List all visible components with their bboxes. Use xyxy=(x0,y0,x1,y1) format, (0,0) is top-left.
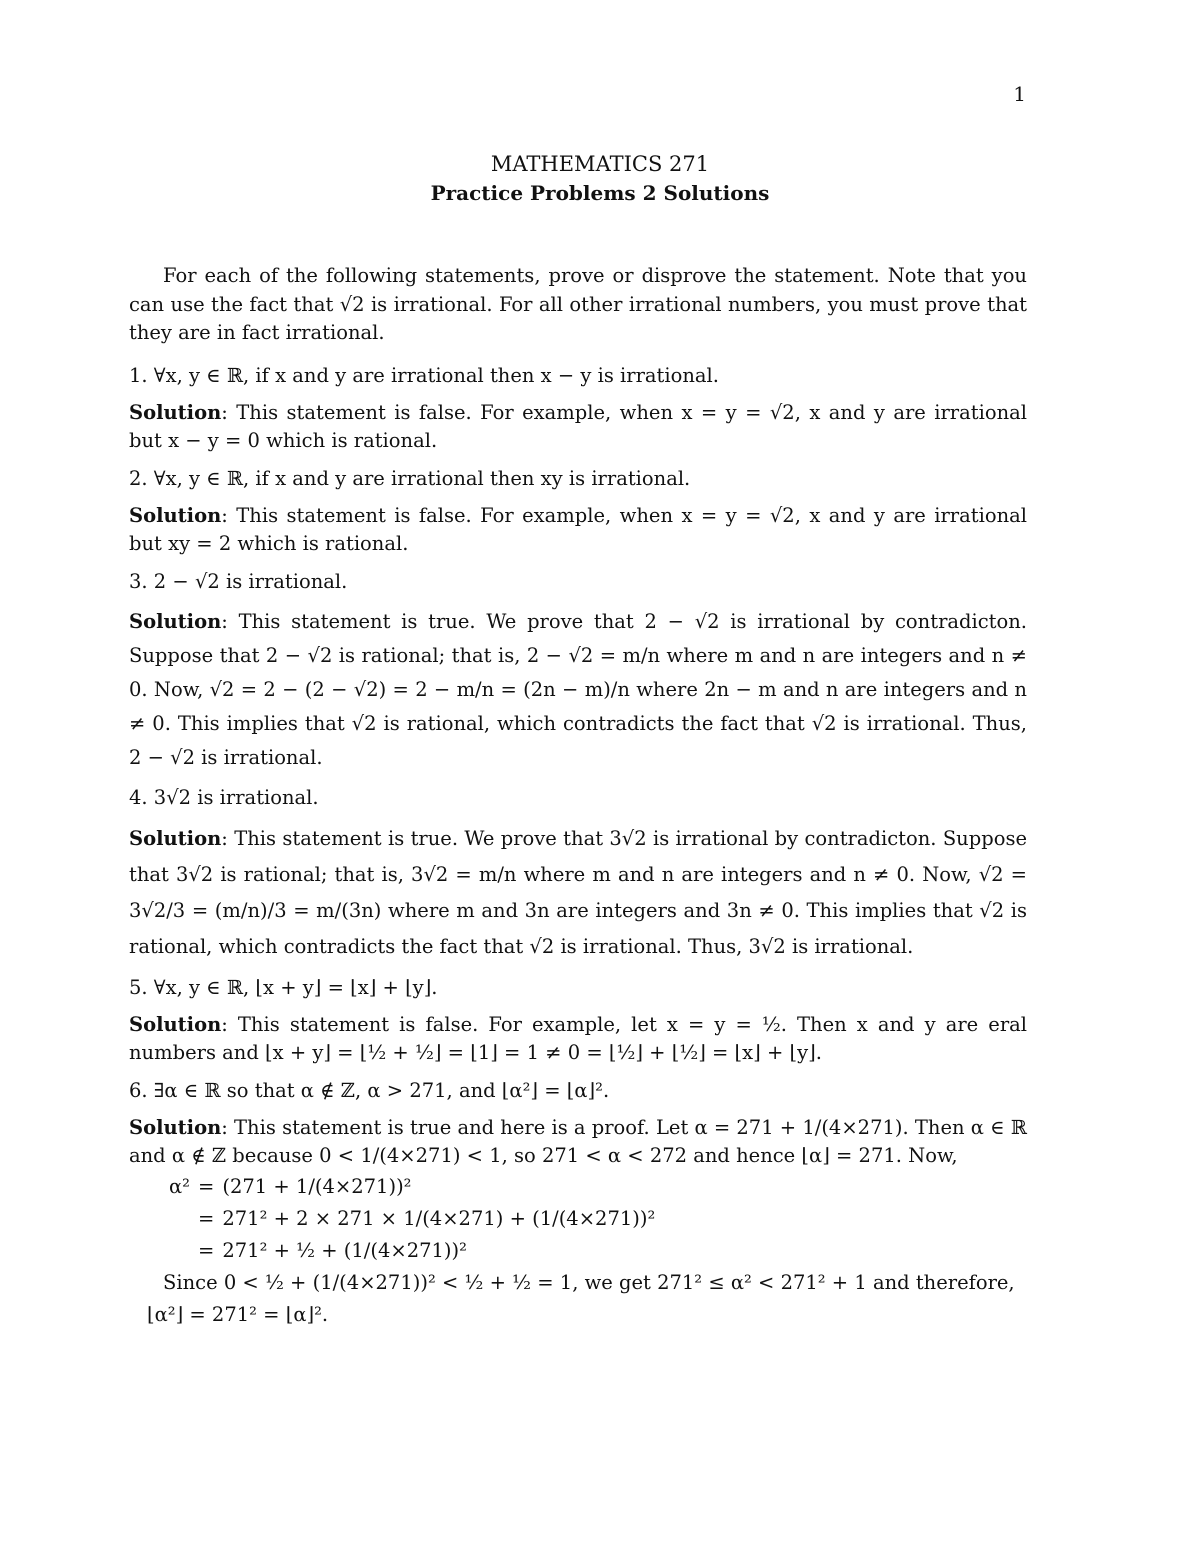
derivation-line-3: 271² + ½ + (1/(4×271))² xyxy=(222,1238,467,1262)
solution-label: Solution xyxy=(129,609,222,633)
problem-5-solution xyxy=(129,1011,1027,1068)
problem-6-statement: 6. ∃α ∈ ℝ so that α ∉ ℤ, α > 271, and ⌊α²⌋ = ⌊α⌋². xyxy=(129,1078,610,1102)
document-subtitle: Practice Problems 2 Solutions xyxy=(430,181,770,205)
problem-2-solution xyxy=(129,502,1027,559)
problem-1-statement: 1. ∀x, y ∈ ℝ, if x and y are irrational then x − y is irrational. xyxy=(129,363,719,387)
page-number: 1 xyxy=(1013,82,1026,106)
derivation-line-1: (271 + 1/(4×271))² xyxy=(222,1174,412,1198)
solution-label: Solution xyxy=(129,400,222,424)
problem-3-solution-text: : This statement is true. We prove that 2 − √2 is irrational by contradicton. Suppose that 2 − √2 is rational; that is, 2 − √2 = m/n where m and n are integers and n ≠ 0. Now, √2 = 2 − (2 − √2) = 2 − m/n = (2n − m)/n where 2n − m and n are integers and n ≠ 0. This implies that √2 is rational, which contradicts the fact that √2 is irrational. Thus, 2 − √2 is irrational. xyxy=(129,609,1027,769)
problem-6-solution xyxy=(129,1114,1027,1171)
problem-4-solution-text: : This statement is true. We prove that 3√2 is irrational by contradicton. Suppose that 3√2 is rational; that is, 3√2 = m/n where m and n are integers and n ≠ 0. Now, √2 = 3√2/3 = (m/n)/3 = m/(3n) where m and 3n are integers and 3n ≠ 0. This implies that √2 is rational, which contradicts the fact that √2 is irrational. Thus, 3√2 is irrational. xyxy=(129,826,1027,958)
derivation-row xyxy=(169,1171,663,1203)
problem-1-solution-text: : This statement is false. For example, when x = y = √2, x and y are irrational but x − y = 0 which is rational. xyxy=(129,400,1027,452)
problem-3-solution xyxy=(129,605,1027,775)
conclusion-line-1: Since 0 < ½ + (1/(4×271))² < ½ + ½ = 1, we get 271² ≤ α² < 271² + 1 and therefore, xyxy=(163,1270,1015,1294)
derivation-relation: = xyxy=(198,1238,215,1262)
derivation-row xyxy=(169,1235,663,1267)
solution-label: Solution xyxy=(129,1115,222,1139)
problem-2-solution-text: : This statement is false. For example, when x = y = √2, x and y are irrational but xy = 2 which is rational. xyxy=(129,503,1027,555)
problem-4-statement: 4. 3√2 is irrational. xyxy=(129,785,319,809)
solution-label: Solution xyxy=(129,1012,222,1036)
problem-1-solution xyxy=(129,399,1027,456)
problem-5-statement: 5. ∀x, y ∈ ℝ, ⌊x + y⌋ = ⌊x⌋ + ⌊y⌋. xyxy=(129,975,438,999)
solution-label: Solution xyxy=(129,503,222,527)
derivation-relation: = xyxy=(198,1174,215,1198)
problem-3-statement: 3. 2 − √2 is irrational. xyxy=(129,569,348,593)
derivation-row xyxy=(169,1203,663,1235)
problem-2-statement: 2. ∀x, y ∈ ℝ, if x and y are irrational then xy is irrational. xyxy=(129,466,691,490)
document-title: MATHEMATICS 271 xyxy=(490,152,710,176)
problem-4-solution xyxy=(129,821,1027,965)
problem-5-solution-text: : This statement is false. For example, let x = y = ½. Then x and y are eral numbers and ⌊x + y⌋ = ⌊½ + ½⌋ = ⌊1⌋ = 1 ≠ 0 = ⌊½⌋ + ⌊½⌋ = ⌊x⌋ + ⌊y⌋. xyxy=(129,1012,1027,1064)
solution-label: Solution xyxy=(129,826,222,850)
derivation-relation: = xyxy=(198,1206,215,1230)
conclusion-line-2: ⌊α²⌋ = 271² = ⌊α⌋². xyxy=(147,1302,329,1326)
document-body xyxy=(129,262,1027,1331)
derivation-line-2: 271² + 2 × 271 × 1/(4×271) + (1/(4×271))² xyxy=(222,1206,656,1230)
intro-paragraph: For each of the following statements, prove or disprove the statement. Note that you can use the fact that √2 is irrational. For all other irrational numbers, you must prove that they are in fact irrational. xyxy=(129,264,1027,344)
derivation-lhs: α² xyxy=(169,1174,190,1198)
problem-6-solution-text: : This statement is true and here is a proof. Let α = 271 + 1/(4×271). Then α ∈ ℝ and α ∉ ℤ because 0 < 1/(4×271) < 1, so 271 < α < 272 and hence ⌊α⌋ = 271. Now, xyxy=(129,1115,1027,1167)
derivation-table xyxy=(169,1171,663,1267)
